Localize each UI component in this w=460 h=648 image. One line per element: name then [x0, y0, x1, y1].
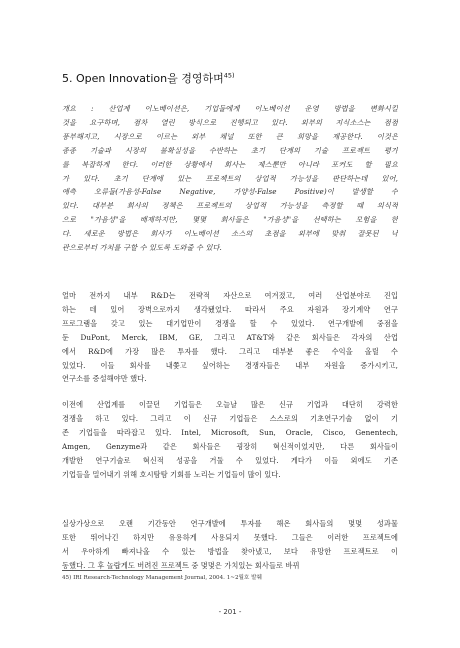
- text-line: 이전에 산업계를 이끌던 기업들은 오늘날 많은 신규 기업과 대단히 강력한: [62, 400, 398, 409]
- text-line: 존 기업들을 따라잡고 있다. Intel, Microsoft, Sun, Oracle, Cisco, Genentech,: [62, 427, 398, 437]
- footnote-divider: [62, 570, 182, 571]
- text-line: 하는 데 있어 장벽으로까지 생각됐었다. 따라서 주요 자원과 장기계약 연구: [62, 304, 398, 314]
- section-heading: [62, 72, 402, 86]
- text-line: 동했다. 그 후 놀랍게도 버려진 프로젝트 중 몇몇은 가치있는 회사들로 바뀌: [62, 560, 300, 570]
- text-line: 가 있다. 초기 단계에 있는 프로젝트의 상업적 가능성을 판단하는데 있어,: [62, 173, 398, 183]
- footnote-reference: 45): [223, 71, 235, 80]
- text-line: 풍부해지고, 시장으로 이르는 외부 채널 또한 큰 희망을 제공한다. 이것은: [62, 131, 398, 141]
- text-line: 실상가상으로 오랜 기간동안 연구개발에 투자를 해온 회사들의 몇몇 성과물: [62, 519, 398, 528]
- footnote: 45) IRI Research-Technology Management Journal, 2004. 1~2월호 발췌: [62, 575, 262, 581]
- text-line: 경쟁을 하고 있다. 그리고 이 신규 기업들은 스스로의 기초연구기술 없이 기: [62, 413, 398, 423]
- page-number: - 201 -: [218, 608, 242, 616]
- text-line: 예측 오류들(가음성-False Negative, 가양성-False Positive)이 발생할 수: [62, 187, 398, 197]
- text-line: 것을 요구하며, 점차 열린 방식으로 진행되고 있다. 외부의 지식소스는 점점: [62, 117, 398, 127]
- abstract-paragraph: [62, 102, 398, 255]
- text-line: 얼마 전까지 내부 R&D는 전략적 자산으로 여겨졌고, 여러 산업분야로 진입: [62, 291, 398, 300]
- text-line: 종종 기술과 시장의 불확실성을 수반하는 초기 단계의 기술 프로젝트 평가: [62, 145, 398, 155]
- text-line: 으로 "가음성"을 배제하지만, 몇몇 회사들은 "가음성"을 선택하는 모험을 한: [62, 215, 398, 225]
- text-line: 개발한 연구기술로 혁신적 성공을 거둘 수 있었다. 게다가 이들 외에도 기존: [62, 455, 398, 465]
- text-line: Amgen, Genzyme과 같은 회사들은 굉장히 혁신적이었지만, 다른 회사들이: [62, 441, 398, 451]
- body-paragraph-2: [62, 398, 398, 481]
- text-line: 연구소를 증설해야만 했다.: [62, 374, 147, 384]
- body-paragraph-1: [62, 289, 398, 386]
- text-line: 개요 : 산업계 이노베이션은, 기업들에게 이노베이션 운영 방법을 변화시킬: [62, 104, 398, 113]
- text-line: 에서 R&D에 가장 많은 투자를 했다. 그리고 대부분 좋은 수익을 올릴 수: [62, 346, 398, 356]
- text-line: 다. 새로운 방법은 회사가 이노베이션 소스의 초점을 외부에 맞춰 잘못된 낙: [62, 229, 398, 239]
- text-line: 있었다. 이들 회사를 내쫓고 싶어하는 경쟁자들은 내부 자원을 증가시키고,: [62, 360, 398, 370]
- text-line: 기업들을 밀어내기 위해 호시탐탐 기회를 노리는 기업들이 많이 있다.: [62, 469, 281, 479]
- section-heading-text: 5. Open Innovation을 경영하며: [62, 72, 224, 85]
- text-line: 둔 DuPont, Merck, IBM, GE, 그리고 AT&T와 같은 회사들은 각자의 산업: [62, 332, 398, 342]
- text-line: 있다. 대부분 회사의 정책은 프로젝트의 상업적 가능성을 측정할 때 의식적: [62, 201, 398, 211]
- text-line: 서 우아하게 빠져나올 수 있는 방법을 찾아냈고, 보다 유망한 프로젝트로 이: [62, 546, 398, 556]
- text-line: 관으로부터 가치를 구할 수 있도록 도와줄 수 있다.: [62, 243, 222, 253]
- body-paragraph-3: [62, 517, 398, 573]
- text-line: 또한 뛰어나긴 하지만 유용하게 사용되지 못했다. 그들은 이러한 프로젝트에: [62, 532, 398, 542]
- text-line: 를 복잡하게 한다. 이러한 상황에서 회사는 제스뿐만 아니라 포커도 할 필요: [62, 159, 398, 169]
- text-line: 프로그램을 갖고 있는 대기업만이 경쟁을 할 수 있었다. 연구개발에 중점을: [62, 318, 398, 328]
